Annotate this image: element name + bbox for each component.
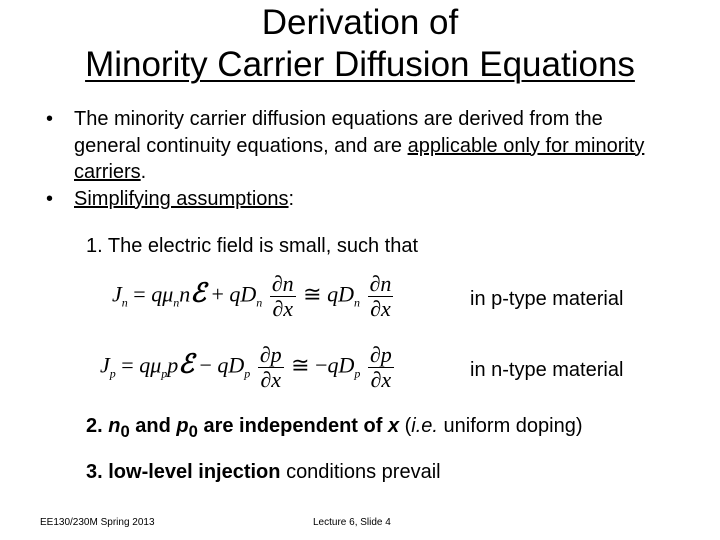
bullet-2-colon: : xyxy=(288,187,295,210)
item2-n0: n xyxy=(108,415,121,437)
bullet-2-underlined: Simplifying assumptions xyxy=(74,187,289,210)
item2-ie: i.e. xyxy=(411,415,438,437)
item2-num: 2. xyxy=(86,415,103,437)
item2-p0-sub: 0 xyxy=(188,422,198,441)
assumption-1-bold: 1. The electric field is small xyxy=(86,235,326,257)
item2-x: x xyxy=(387,415,400,437)
item2-mid: are independent of xyxy=(203,415,383,437)
bullet-text xyxy=(74,186,666,213)
bullet-1-text: The minority carrier diffusion equations are derived from the general continuity equations, and are xyxy=(74,108,603,157)
item2-paren-rest: uniform doping) xyxy=(443,415,583,437)
footer-course: EE130/230M Spring 2013 xyxy=(40,517,155,528)
equation-electron-current: $J_n$ = $q\mu_nnℰ + qD_n$ $\frac{\partial n}{\partial x}$ ≅ $qD_n$ $\frac{\partial n}{\partial x}$ xyxy=(112,271,392,321)
item3-bold: 3. low-level injection xyxy=(86,461,281,483)
equation-1-note: in p-type material xyxy=(470,288,624,310)
slide-title xyxy=(0,2,720,86)
bullet-1-underlined: applicable only for minority carriers xyxy=(74,134,645,183)
assumption-1 xyxy=(86,235,418,258)
equation-2-note: in n-type material xyxy=(470,359,624,381)
footer-slide-number: Lecture 6, Slide 4 xyxy=(313,517,391,528)
equation-hole-current: $J_p$ = $q\mu_ppℰ - qD_p$ $\frac{\partial p}{\partial x}$ ≅ $-qD_p$ $\frac{\partial p}{\partial x}$ xyxy=(100,342,392,392)
bullet-item-1 xyxy=(46,106,666,186)
item2-p0: p xyxy=(176,415,189,437)
assumption-2 xyxy=(86,415,583,442)
item3-rest: conditions prevail xyxy=(286,461,441,483)
bullet-text xyxy=(74,106,666,186)
bullet-list xyxy=(46,106,666,212)
bullet-item-2 xyxy=(46,186,666,213)
title-line-2: Minority Carrier Diffusion Equations xyxy=(85,45,635,84)
bullet-mark: • xyxy=(46,108,54,130)
item2-n0-sub: 0 xyxy=(120,422,130,441)
item2-paren-open: ( xyxy=(404,415,412,437)
bullet-1-period: . xyxy=(140,161,147,183)
title-line-1: Derivation of xyxy=(261,3,459,42)
assumption-3 xyxy=(86,461,441,484)
bullet-mark: • xyxy=(46,187,54,210)
item2-and: and xyxy=(135,415,171,437)
assumption-1-rest: , such that xyxy=(325,235,418,257)
